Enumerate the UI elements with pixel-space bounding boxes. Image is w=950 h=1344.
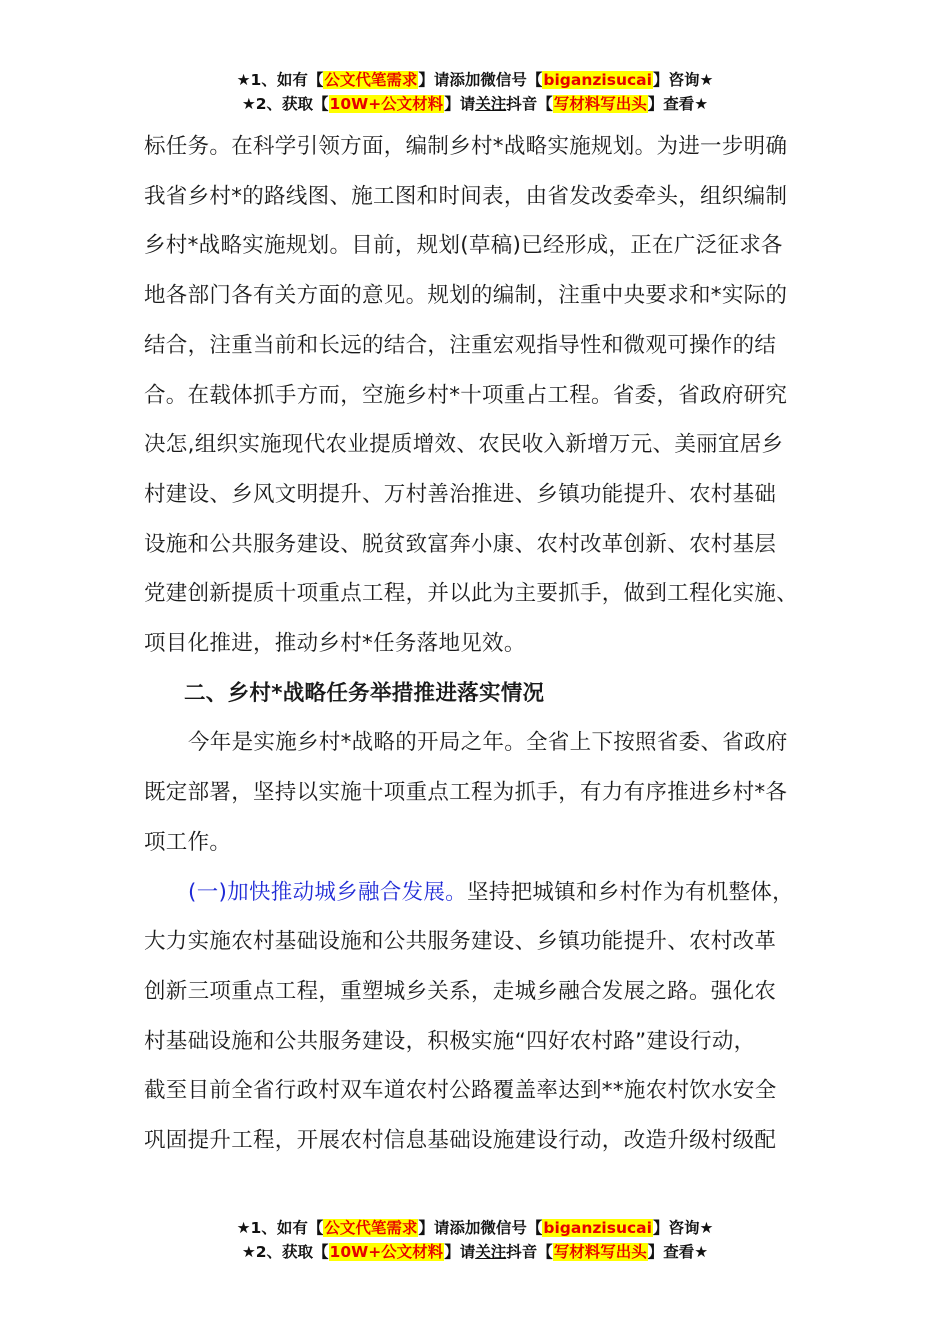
body-line: 合。在载体抓手方而，空施乡村*十项重占工程。省委，省政府研究 [144, 382, 788, 408]
body-line: 今年是实施乡村*战略的开局之年。全省上下按照省委、省政府 [188, 730, 788, 756]
body-line: 村基础设施和公共服务建设，积极实施“四好农村路”建设行动， [144, 1028, 756, 1054]
banner-text: ★2、获取【 [241, 1243, 329, 1261]
document-body [144, 122, 809, 1166]
banner-highlight: 10W+公文材料 [329, 1243, 444, 1261]
body-line: 既定部署，坚持以实施十项重点工程为抓手，有力有序推进乡村*各 [144, 780, 788, 806]
banner-emphasis: 添加 [449, 1219, 481, 1237]
banner-text: 】请 [444, 1243, 476, 1261]
banner-line-1 [0, 68, 950, 92]
body-line: 决怎,组织实施现代农业提质增效、农民收入新增万元、美丽宜居乡 [144, 432, 784, 458]
banner-emphasis: 关注 [475, 1243, 507, 1261]
banner-highlight: 10W+公文材料 [329, 95, 444, 113]
banner-text: ★2、获取【 [241, 95, 329, 113]
banner-wechat-id: biganzisucai [543, 71, 652, 89]
banner-text: 微信号【 [480, 71, 543, 89]
banner-text: 】咨询★ [652, 71, 714, 89]
body-line: 大力实施农村基础设施和公共服务建设、乡镇功能提升、农村改革 [144, 929, 777, 955]
body-line: 乡村*战略实施规划。目前，规划(草稿)已经形成，正在广泛征求各 [144, 233, 783, 259]
banner-line-2 [0, 1240, 950, 1264]
body-line: 创新三项重点工程，重塑城乡关系，走城乡融合发展之路。强化农 [144, 978, 777, 1004]
banner-text: 抖音【 [506, 95, 553, 113]
banner-text: 】咨询★ [652, 1219, 714, 1237]
banner-emphasis: 关注 [475, 95, 507, 113]
body-line: 项工作。 [144, 829, 232, 855]
body-line: 地各部门各有关方面的意见。规划的编制，注重中央要求和*实际的 [144, 283, 788, 309]
banner-text: 抖音【 [506, 1243, 553, 1261]
banner-text: 】查看★ [647, 1243, 709, 1261]
banner-text: 】请 [444, 95, 476, 113]
body-line [144, 868, 809, 918]
body-line: 结合，注重当前和长远的结合，注重宏观指导性和微观可操作的结 [144, 332, 777, 358]
body-text: 坚持把城镇和乡村作为有机整体， [466, 879, 794, 905]
body-line: 党建创新提质十项重点工程，并以此为主要抓手，做到工程化实施、 [144, 581, 799, 607]
banner-wechat-id: biganzisucai [543, 1219, 652, 1237]
subsection-heading: (一)加快推动城乡融合发展。 [188, 879, 467, 905]
banner-text: 】查看★ [647, 95, 709, 113]
body-line: 巩固提升工程，开展农村信息基础设施建设行动，改造升级村级配 [144, 1128, 777, 1154]
banner-line-1 [0, 1216, 950, 1240]
banner-text: 】请 [418, 71, 450, 89]
body-line: 我省乡村*的路线图、施工图和时间表，由省发改委牵头，组织编制 [144, 183, 788, 209]
body-line: 村建设、乡风文明提升、万村善治推进、乡镇功能提升、农村基础 [144, 481, 777, 507]
body-line: 标任务。在科学引领方面，编制乡村*战略实施规划。为进一步明确 [144, 134, 788, 159]
body-line: 设施和公共服务建设、脱贫致富奔小康、农村改革创新、农村基层 [144, 531, 777, 557]
banner-highlight: 公文代笔需求 [324, 71, 418, 89]
banner-douyin-account: 写材料写出头 [553, 1243, 647, 1261]
banner-text: 微信号【 [480, 1219, 543, 1237]
banner-text: 】请 [418, 1219, 450, 1237]
banner-douyin-account: 写材料写出头 [553, 95, 647, 113]
banner-highlight: 公文代笔需求 [324, 1219, 418, 1237]
body-line: 截至目前全省行政村双车道农村公路覆盖率达到**施农村饮水安全 [144, 1078, 777, 1104]
top-banner [0, 68, 950, 116]
banner-line-2 [0, 92, 950, 116]
banner-emphasis: 添加 [449, 71, 481, 89]
body-line: 项目化推进，推动乡村*任务落地见效。 [144, 631, 526, 657]
section-heading: 二、乡村*战略任务举措推进落实情况 [184, 680, 545, 706]
banner-text: ★1、如有【 [236, 71, 324, 89]
bottom-banner [0, 1216, 950, 1264]
banner-text: ★1、如有【 [236, 1219, 324, 1237]
